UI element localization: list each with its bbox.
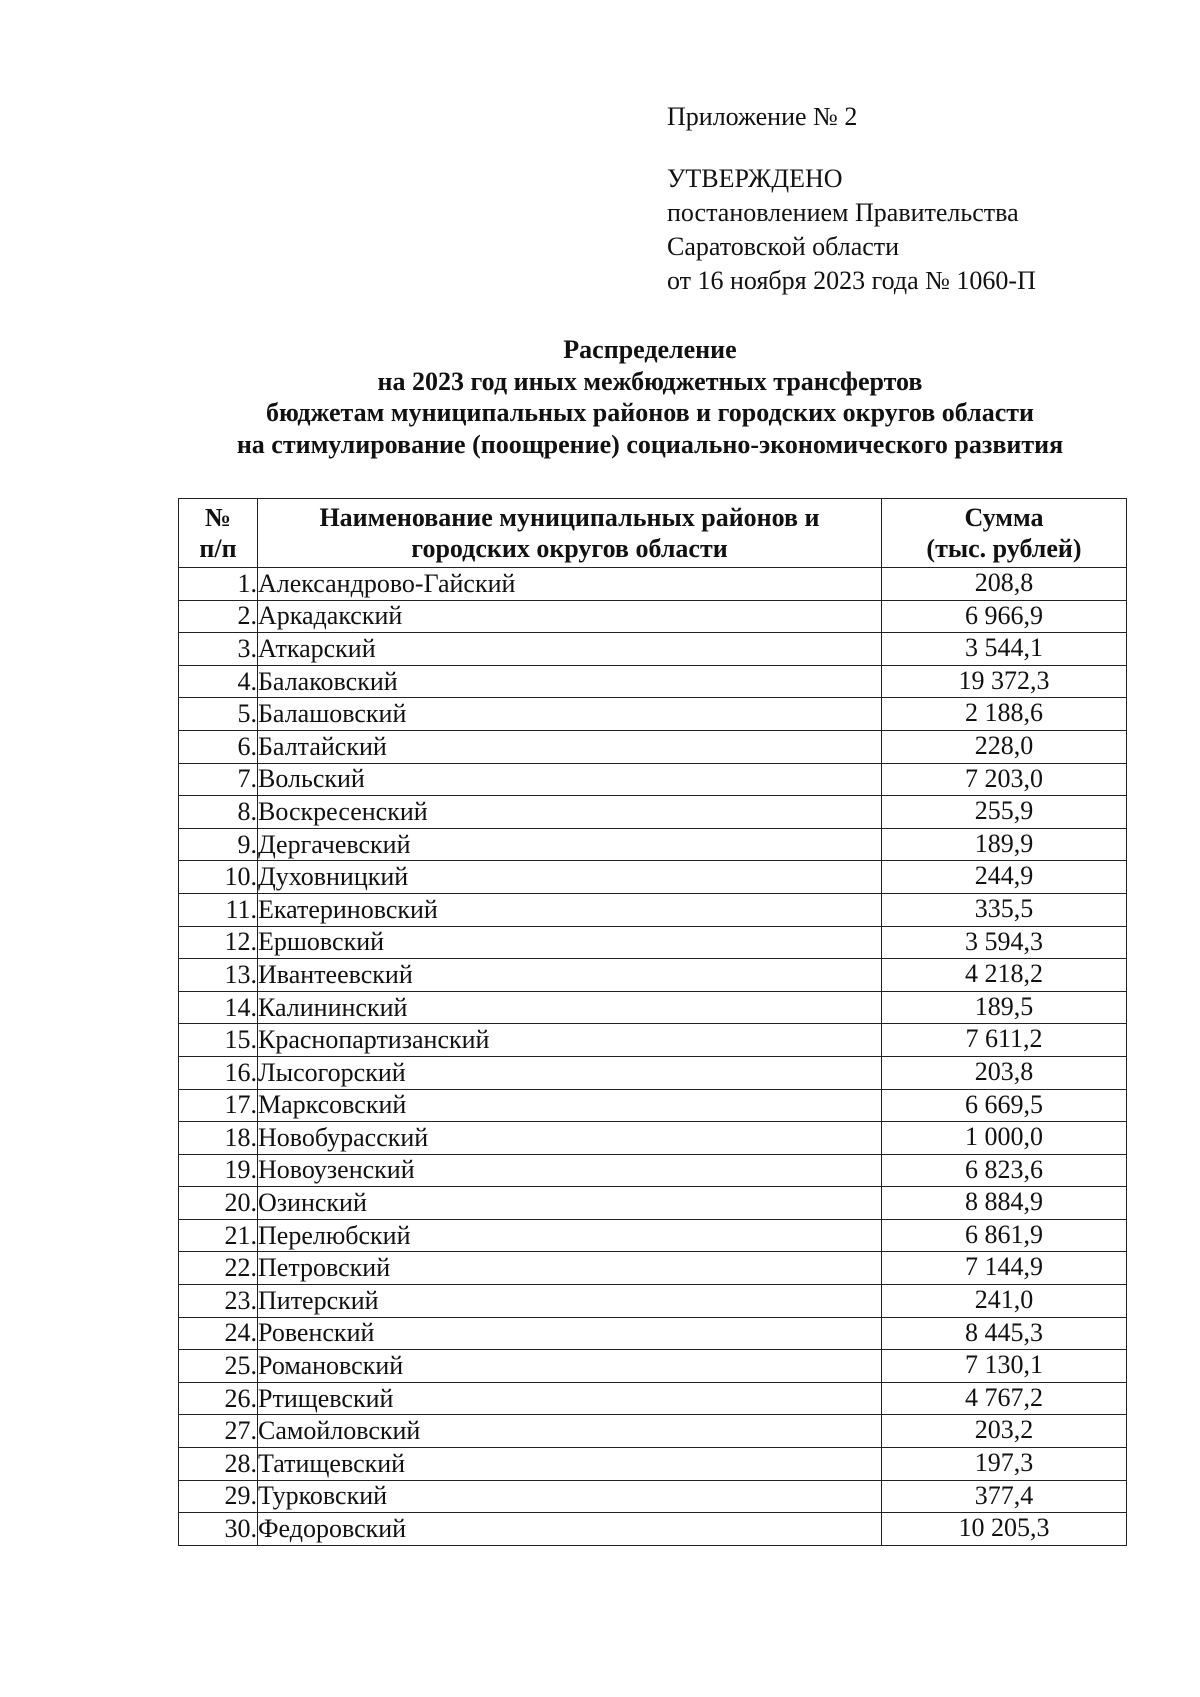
row-district-name: Ершовский <box>258 926 882 959</box>
row-number: 4. <box>179 665 258 698</box>
table-row <box>179 568 1127 601</box>
row-district-name: Перелюбский <box>258 1219 882 1252</box>
row-number: 15. <box>179 1024 258 1057</box>
row-number: 9. <box>179 828 258 861</box>
row-district-name: Турковский <box>258 1480 882 1513</box>
row-district-name: Лысогорский <box>258 1056 882 1089</box>
row-number: 11. <box>179 893 258 926</box>
document-title <box>160 334 1140 460</box>
row-number: 20. <box>179 1187 258 1220</box>
row-sum: 10 205,3 <box>882 1513 1127 1546</box>
row-district-name: Ртищевский <box>258 1382 882 1415</box>
row-district-name: Марксовский <box>258 1089 882 1122</box>
row-sum: 228,0 <box>882 730 1127 763</box>
header-number <box>179 499 258 568</box>
row-sum: 335,5 <box>882 893 1127 926</box>
row-district-name: Самойловский <box>258 1415 882 1448</box>
row-sum: 189,5 <box>882 991 1127 1024</box>
row-number: 24. <box>179 1317 258 1350</box>
table-row <box>179 1154 1127 1187</box>
row-district-name: Питерский <box>258 1285 882 1318</box>
row-district-name: Александрово-Гайский <box>258 568 882 601</box>
row-district-name: Ивантеевский <box>258 959 882 992</box>
row-district-name: Новобурасский <box>258 1122 882 1155</box>
row-number: 30. <box>179 1513 258 1546</box>
row-number: 8. <box>179 796 258 829</box>
row-sum: 1 000,0 <box>882 1122 1127 1155</box>
table-row <box>179 1317 1127 1350</box>
row-district-name: Федоровский <box>258 1513 882 1546</box>
row-number: 23. <box>179 1285 258 1318</box>
table-body <box>179 568 1127 1546</box>
table-row <box>179 926 1127 959</box>
row-number: 18. <box>179 1122 258 1155</box>
table-row <box>179 959 1127 992</box>
row-number: 16. <box>179 1056 258 1089</box>
row-district-name: Ровенский <box>258 1317 882 1350</box>
row-sum: 189,9 <box>882 828 1127 861</box>
row-district-name: Калининский <box>258 991 882 1024</box>
row-district-name: Петровский <box>258 1252 882 1285</box>
row-number: 25. <box>179 1350 258 1383</box>
header-name-line-2: городских округов области <box>411 534 728 563</box>
distribution-table <box>178 498 1127 1546</box>
row-district-name: Балтайский <box>258 730 882 763</box>
approval-line-1: постановлением Правительства <box>667 198 1019 227</box>
table-row <box>179 1350 1127 1383</box>
table-row <box>179 1187 1127 1220</box>
row-sum: 197,3 <box>882 1448 1127 1481</box>
row-sum: 7 611,2 <box>882 1024 1127 1057</box>
header-number-line-2: п/п <box>199 534 237 563</box>
title-line-2: на 2023 год иных межбюджетных трансфертов <box>377 366 923 396</box>
row-sum: 244,9 <box>882 861 1127 894</box>
row-number: 1. <box>179 568 258 601</box>
row-sum: 6 861,9 <box>882 1219 1127 1252</box>
row-sum: 2 188,6 <box>882 698 1127 731</box>
row-district-name: Новоузенский <box>258 1154 882 1187</box>
table-row <box>179 665 1127 698</box>
row-number: 22. <box>179 1252 258 1285</box>
row-district-name: Дергачевский <box>258 828 882 861</box>
table-row <box>179 1219 1127 1252</box>
table-row <box>179 1480 1127 1513</box>
header-sum-line-1: Сумма <box>964 503 1044 532</box>
row-district-name: Вольский <box>258 763 882 796</box>
row-number: 28. <box>179 1448 258 1481</box>
row-sum: 203,2 <box>882 1415 1127 1448</box>
table-row <box>179 1415 1127 1448</box>
table-row <box>179 991 1127 1024</box>
table-row <box>179 1513 1127 1546</box>
row-sum: 7 203,0 <box>882 763 1127 796</box>
row-number: 26. <box>179 1382 258 1415</box>
row-number: 29. <box>179 1480 258 1513</box>
row-sum: 3 544,1 <box>882 633 1127 666</box>
header-sum <box>882 499 1127 568</box>
row-district-name: Воскресенский <box>258 796 882 829</box>
header-name-line-1: Наименование муниципальных районов и <box>319 503 820 532</box>
table-row <box>179 698 1127 731</box>
row-number: 13. <box>179 959 258 992</box>
table-row <box>179 1024 1127 1057</box>
row-district-name: Аркадакский <box>258 600 882 633</box>
table-row <box>179 1122 1127 1155</box>
table-row <box>179 828 1127 861</box>
row-sum: 6 823,6 <box>882 1154 1127 1187</box>
table-row <box>179 1382 1127 1415</box>
table-row <box>179 1252 1127 1285</box>
table-row <box>179 763 1127 796</box>
row-sum: 4 767,2 <box>882 1382 1127 1415</box>
approval-block <box>667 100 1036 298</box>
row-sum: 7 130,1 <box>882 1350 1127 1383</box>
row-number: 14. <box>179 991 258 1024</box>
row-sum: 6 966,9 <box>882 600 1127 633</box>
row-number: 3. <box>179 633 258 666</box>
row-number: 27. <box>179 1415 258 1448</box>
row-number: 7. <box>179 763 258 796</box>
row-sum: 4 218,2 <box>882 959 1127 992</box>
annex-label: Приложение № 2 <box>667 102 858 131</box>
row-district-name: Озинский <box>258 1187 882 1220</box>
row-number: 6. <box>179 730 258 763</box>
table-row <box>179 796 1127 829</box>
row-sum: 7 144,9 <box>882 1252 1127 1285</box>
table-row <box>179 893 1127 926</box>
row-district-name: Балашовский <box>258 698 882 731</box>
title-line-3: бюджетам муниципальных районов и городских округов области <box>265 398 1035 427</box>
row-sum: 377,4 <box>882 1480 1127 1513</box>
row-sum: 241,0 <box>882 1285 1127 1318</box>
row-number: 19. <box>179 1154 258 1187</box>
row-district-name: Романовский <box>258 1350 882 1383</box>
row-district-name: Краснопартизанский <box>258 1024 882 1057</box>
row-district-name: Аткарский <box>258 633 882 666</box>
row-sum: 8 884,9 <box>882 1187 1127 1220</box>
row-number: 10. <box>179 861 258 894</box>
table-row <box>179 730 1127 763</box>
row-number: 17. <box>179 1089 258 1122</box>
row-sum: 8 445,3 <box>882 1317 1127 1350</box>
row-sum: 203,8 <box>882 1056 1127 1089</box>
table-row <box>179 861 1127 894</box>
approval-line-3: от 16 ноября 2023 года № 1060-П <box>667 266 1036 295</box>
table-header-row <box>179 499 1127 568</box>
approval-line-2: Саратовской области <box>667 232 900 261</box>
header-number-line-1: № <box>204 503 232 532</box>
row-sum: 6 669,5 <box>882 1089 1127 1122</box>
table-row <box>179 1089 1127 1122</box>
table-row <box>179 1448 1127 1481</box>
table-row <box>179 633 1127 666</box>
row-sum: 3 594,3 <box>882 926 1127 959</box>
row-sum: 255,9 <box>882 796 1127 829</box>
row-number: 21. <box>179 1219 258 1252</box>
row-number: 2. <box>179 600 258 633</box>
row-district-name: Татищевский <box>258 1448 882 1481</box>
row-district-name: Балаковский <box>258 665 882 698</box>
table-row <box>179 1285 1127 1318</box>
title-line-1: Распределение <box>563 335 737 364</box>
row-district-name: Духовницкий <box>258 861 882 894</box>
row-sum: 208,8 <box>882 568 1127 601</box>
header-sum-line-2: (тыс. рублей) <box>926 534 1082 563</box>
header-name <box>258 499 882 568</box>
row-number: 12. <box>179 926 258 959</box>
table-row <box>179 1056 1127 1089</box>
row-number: 5. <box>179 698 258 731</box>
title-line-4: на стимулирование (поощрение) социально-экономического развития <box>236 429 1064 459</box>
table-row <box>179 600 1127 633</box>
row-sum: 19 372,3 <box>882 665 1127 698</box>
row-district-name: Екатериновский <box>258 893 882 926</box>
approved-stamp: УТВЕРЖДЕНО <box>667 164 843 193</box>
